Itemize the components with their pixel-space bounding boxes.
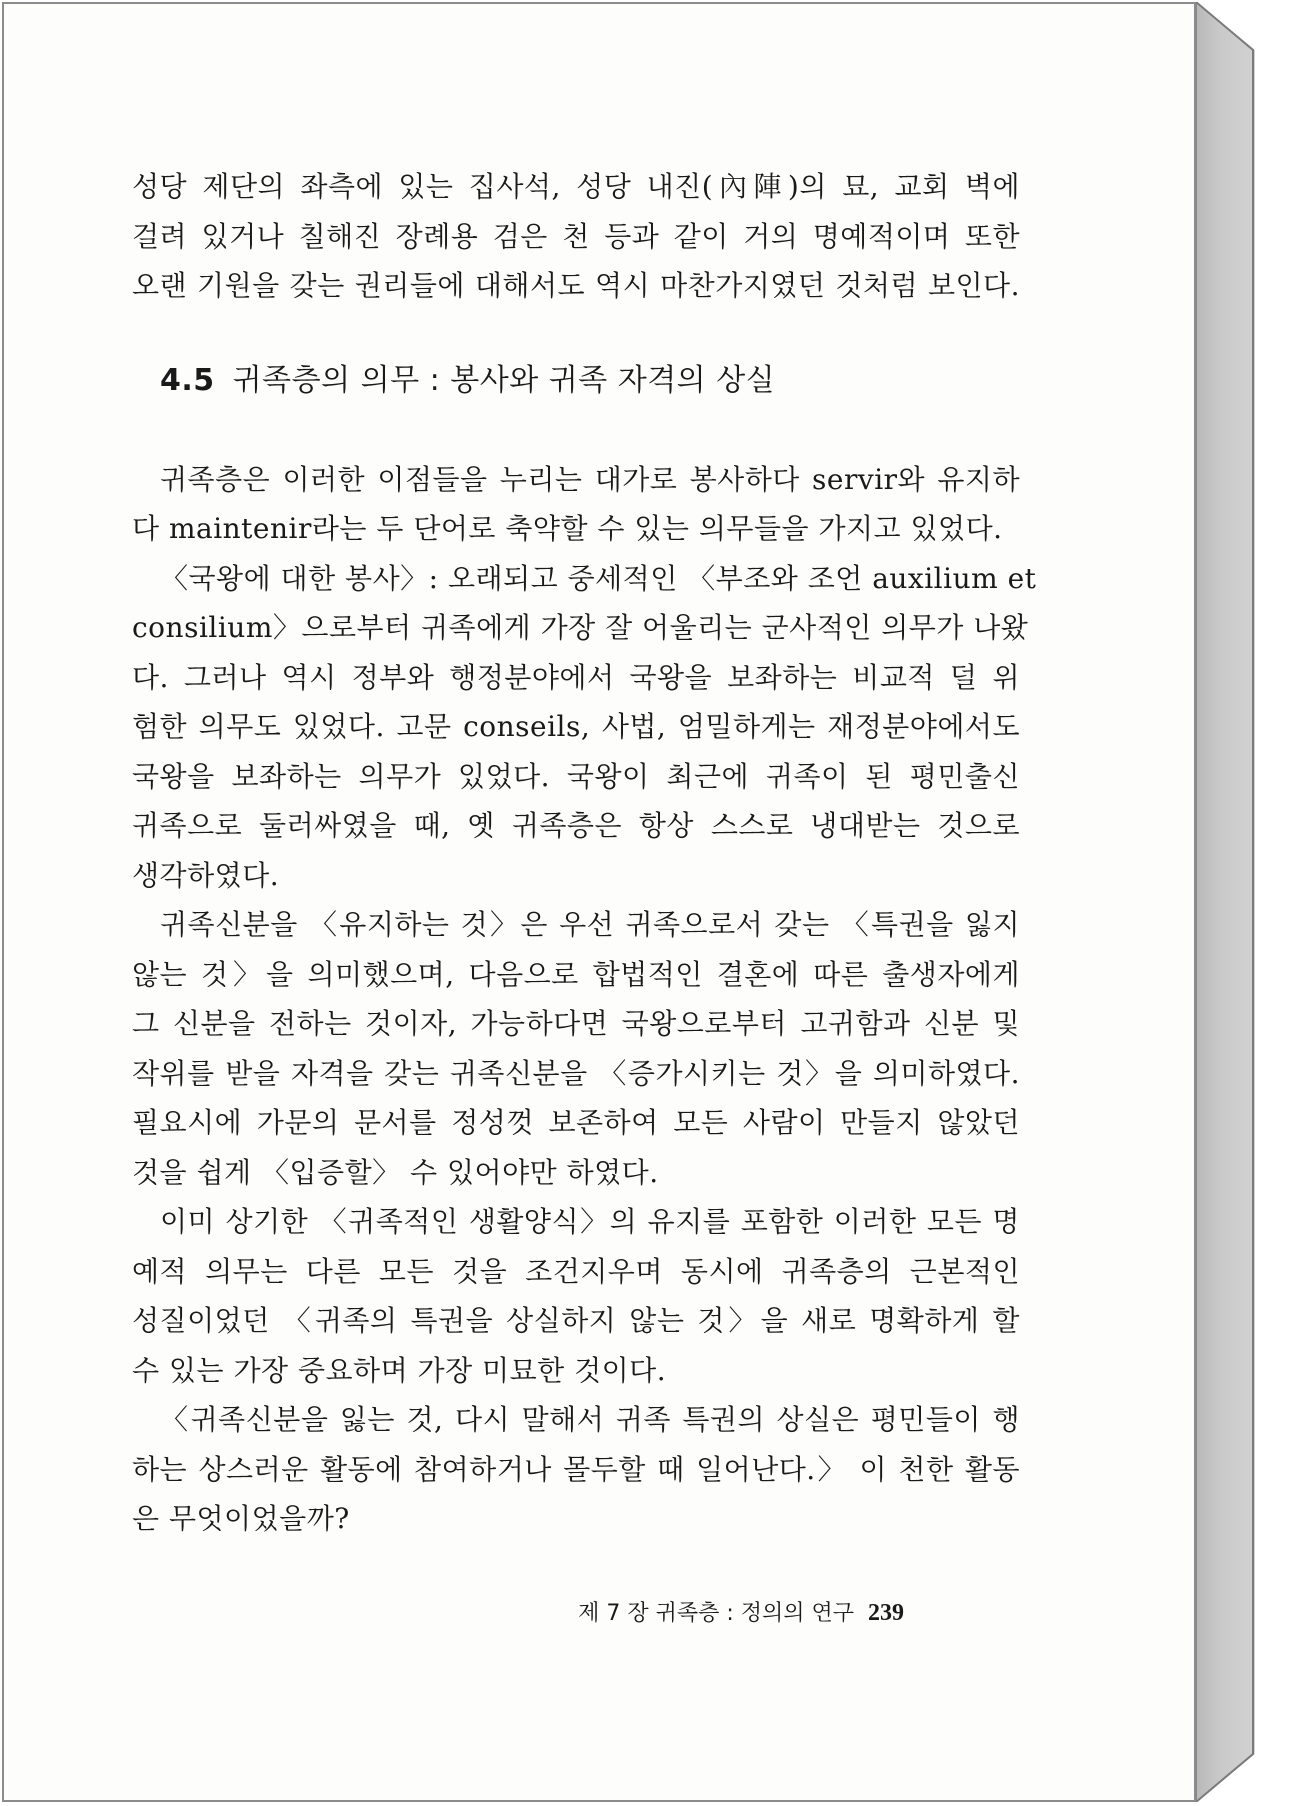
text-line: 않는 것〉을 의미했으며, 다음으로 합법적인 결혼에 따른 출생자에게 [132, 957, 1020, 991]
text-line: 다. 그러나 역시 정부와 행정분야에서 국왕을 보좌하는 비교적 덜 위 [132, 660, 1020, 694]
text-line: 험한 의무도 있었다. 고문 conseils, 사법, 엄밀하게는 재정분야에서도 [132, 710, 1020, 743]
text-line: 걸려 있거나 칠해진 장례용 검은 천 등과 같이 거의 명예적이며 또한 [132, 219, 1020, 253]
text-line: 생각하였다. [132, 858, 280, 892]
text-line: 필요시에 가문의 문서를 정성껏 보존하여 모든 사람이 만들지 않았던 [132, 1106, 1020, 1139]
text-line: 그 신분을 전하는 것이자, 가능하다면 국왕으로부터 고귀함과 신분 및 [132, 1007, 1020, 1040]
text-line: 것을 쉽게 〈입증할〉 수 있어야만 하였다. [132, 1155, 659, 1189]
running-head: 제 7 장 귀족층 : 정의의 연구 [578, 1601, 854, 1626]
text-line: 성당 제단의 좌측에 있는 집사석, 성당 내진(內陣)의 묘, 교회 벽에 [132, 170, 1020, 203]
paragraph [132, 455, 1020, 554]
section-heading [160, 361, 1020, 401]
page-number: 239 [868, 1600, 904, 1626]
paragraph [132, 1197, 1020, 1395]
page-body [132, 162, 1037, 1544]
paragraph [132, 554, 1037, 901]
text-line: 예적 의무는 다른 모든 것을 조건지우며 동시에 귀족층의 근본적인 [132, 1254, 1020, 1288]
text-line: 오랜 기원을 갖는 권리들에 대해서도 역시 마찬가지였던 것처럼 보인다. [132, 269, 1020, 302]
page-block-edge [1196, 2, 1255, 1802]
paragraph-continuation [132, 162, 1020, 311]
text-line: 귀족층은 이러한 이점들을 누리는 대가로 봉사하다 servir와 유지하 [160, 462, 1020, 496]
text-line: consilium〉으로부터 귀족에게 가장 잘 어울리는 군사적인 의무가 나왔 [132, 611, 1029, 644]
text-line: 성질이었던 〈귀족의 특권을 상실하지 않는 것〉을 새로 명확하게 할 [132, 1304, 1020, 1337]
text-line: 〈국왕에 대한 봉사〉: 오래되고 중세적인 〈부조와 조언 auxilium et [160, 561, 1037, 595]
text-line: 작위를 받을 자격을 갖는 귀족신분을 〈증가시키는 것〉을 의미하였다. [132, 1056, 1020, 1090]
page-footer [578, 1598, 904, 1629]
text-line: 이미 상기한 〈귀족적인 생활양식〉의 유지를 포함한 이러한 모든 명 [160, 1205, 1020, 1238]
text-line: 하는 상스러운 활동에 참여하거나 몰두할 때 일어난다.〉 이 천한 활동 [132, 1452, 1020, 1486]
text-line: 수 있는 가장 중요하며 가장 미묘한 것이다. [132, 1353, 667, 1387]
paragraph [132, 1395, 1020, 1544]
book-page [2, 2, 1196, 1802]
text-line: 은 무엇이었을까? [132, 1502, 350, 1535]
section-title: 귀족층의 의무 : 봉사와 귀족 자격의 상실 [232, 362, 776, 398]
text-line: 〈귀족신분을 잃는 것, 다시 말해서 귀족 특권의 상실은 평민들이 행 [160, 1403, 1020, 1436]
text-line: 귀족으로 둘러싸였을 때, 옛 귀족층은 항상 스스로 냉대받는 것으로 [132, 809, 1020, 842]
section-number: 4.5 [160, 362, 215, 398]
text-line: 다 maintenir라는 두 단어로 축약할 수 있는 의무들을 가지고 있었다. [132, 512, 1003, 545]
text-line: 귀족신분을 〈유지하는 것〉은 우선 귀족으로서 갖는 〈특권을 잃지 [160, 908, 1020, 941]
text-line: 국왕을 보좌하는 의무가 있었다. 국왕이 최근에 귀족이 된 평민출신 [132, 759, 1020, 793]
paragraph [132, 900, 1020, 1197]
